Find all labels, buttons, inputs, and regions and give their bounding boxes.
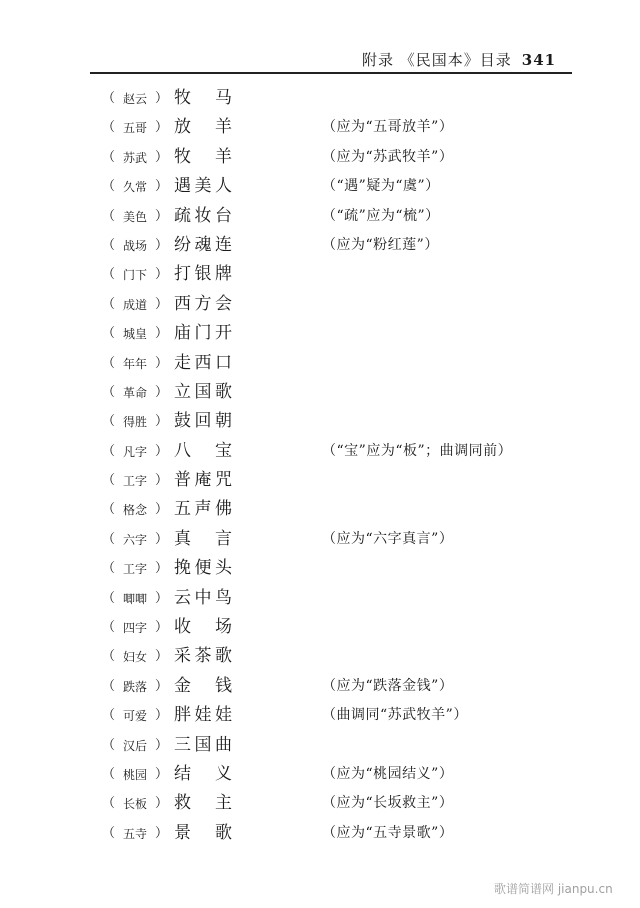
close-paren: ） bbox=[154, 91, 168, 106]
close-paren: ） bbox=[154, 531, 168, 547]
close-paren: ） bbox=[154, 473, 168, 489]
entry-label: 门下 bbox=[122, 268, 147, 283]
entry-label: 革命 bbox=[122, 385, 147, 400]
entry-title: 牧 羊 bbox=[174, 146, 232, 167]
list-item bbox=[0, 789, 640, 818]
open-paren: （ bbox=[102, 208, 116, 224]
entry-label: 跌落 bbox=[122, 679, 147, 694]
entry-label: 成道 bbox=[122, 297, 147, 312]
open-paren: （ bbox=[102, 443, 116, 459]
open-paren: （ bbox=[102, 766, 116, 782]
list-item bbox=[0, 437, 640, 466]
entry-title: 收 场 bbox=[174, 617, 232, 638]
entry-title: 庙门开 bbox=[174, 323, 232, 344]
entry-note: （“遇”疑为“虞”） bbox=[322, 178, 440, 195]
entry-label: 凡字 bbox=[122, 444, 147, 459]
list-item bbox=[0, 495, 640, 524]
list-item bbox=[0, 202, 640, 231]
header-title: 附录 《民国本》目录 bbox=[362, 51, 512, 69]
close-paren: ） bbox=[154, 620, 168, 636]
entry-label: 赵云 bbox=[122, 92, 147, 106]
entry-title: 西方会 bbox=[174, 293, 232, 314]
entry-title: 五声佛 bbox=[174, 499, 232, 520]
entry-category bbox=[102, 117, 168, 139]
entry-category bbox=[102, 294, 168, 316]
entry-category bbox=[102, 470, 168, 492]
entry-note: （应为“长坂救主”） bbox=[322, 795, 454, 812]
entry-title: 结 义 bbox=[174, 763, 232, 784]
open-paren: （ bbox=[102, 120, 116, 136]
list-item bbox=[0, 349, 640, 378]
open-paren: （ bbox=[102, 149, 116, 165]
entry-label: 五哥 bbox=[122, 121, 147, 136]
open-paren: （ bbox=[102, 649, 116, 665]
page-header bbox=[0, 46, 640, 74]
open-paren: （ bbox=[102, 825, 116, 841]
entry-category bbox=[102, 206, 168, 228]
entry-label: 得胜 bbox=[122, 415, 147, 430]
list-item bbox=[0, 290, 640, 319]
contents-list bbox=[0, 84, 640, 848]
close-paren: ） bbox=[154, 208, 168, 224]
entry-label: 五寺 bbox=[122, 826, 147, 841]
entry-category bbox=[102, 764, 168, 786]
close-paren: ） bbox=[154, 590, 168, 606]
list-item bbox=[0, 554, 640, 583]
list-item bbox=[0, 731, 640, 760]
entry-label: 苏武 bbox=[122, 150, 147, 165]
entry-note: （应为“跌落金钱”） bbox=[322, 677, 454, 694]
entry-label: 汉后 bbox=[122, 738, 147, 753]
entry-label: 久常 bbox=[122, 180, 147, 195]
entry-category bbox=[102, 588, 168, 610]
entry-label: 格念 bbox=[122, 503, 147, 518]
open-paren: （ bbox=[102, 237, 116, 253]
list-item bbox=[0, 84, 640, 113]
list-item bbox=[0, 378, 640, 407]
entry-label: 妇女 bbox=[122, 650, 147, 665]
open-paren: （ bbox=[102, 384, 116, 400]
open-paren: （ bbox=[102, 708, 116, 724]
close-paren: ） bbox=[154, 414, 168, 430]
entry-title: 真 言 bbox=[174, 528, 232, 549]
close-paren: ） bbox=[154, 120, 168, 136]
close-paren: ） bbox=[154, 237, 168, 253]
entry-label: 城皇 bbox=[122, 327, 147, 342]
close-paren: ） bbox=[154, 649, 168, 665]
close-paren: ） bbox=[154, 708, 168, 724]
entry-note: （应为“苏武牧羊”） bbox=[322, 148, 454, 165]
entry-note: （“宝”应为“板”；曲调同前） bbox=[322, 442, 513, 459]
entry-note: （应为“五寺景歌”） bbox=[322, 824, 454, 841]
close-paren: ） bbox=[154, 355, 168, 371]
open-paren: （ bbox=[102, 590, 116, 606]
open-paren: （ bbox=[102, 678, 116, 694]
entry-category bbox=[102, 529, 168, 551]
open-paren: （ bbox=[102, 531, 116, 547]
open-paren: （ bbox=[102, 267, 116, 283]
page-number: 341 bbox=[521, 51, 557, 69]
close-paren: ） bbox=[154, 796, 168, 812]
entry-label: 桃园 bbox=[122, 767, 147, 782]
entry-label: 年年 bbox=[122, 356, 147, 371]
open-paren: （ bbox=[102, 561, 116, 577]
entry-note: （应为“五哥放羊”） bbox=[322, 119, 454, 136]
entry-label: 美色 bbox=[122, 209, 147, 224]
entry-label: 可爱 bbox=[122, 709, 147, 724]
entry-category bbox=[102, 499, 168, 521]
list-item bbox=[0, 407, 640, 436]
entry-category bbox=[102, 176, 168, 198]
list-item bbox=[0, 819, 640, 848]
list-item bbox=[0, 760, 640, 789]
close-paren: ） bbox=[154, 443, 168, 459]
running-head bbox=[362, 46, 556, 74]
entry-category bbox=[102, 705, 168, 727]
list-item bbox=[0, 231, 640, 260]
list-item bbox=[0, 701, 640, 730]
entry-category bbox=[102, 235, 168, 257]
close-paren: ） bbox=[154, 766, 168, 782]
entry-note: （“疏”应为“梳”） bbox=[322, 207, 440, 224]
list-item bbox=[0, 672, 640, 701]
close-paren: ） bbox=[154, 296, 168, 312]
entry-category bbox=[102, 147, 168, 169]
list-item bbox=[0, 172, 640, 201]
list-item bbox=[0, 584, 640, 613]
entry-title: 遇美人 bbox=[174, 176, 232, 197]
entry-note: （应为“桃园结义”） bbox=[322, 765, 454, 782]
entry-title: 胖娃娃 bbox=[174, 705, 232, 726]
entry-category bbox=[102, 676, 168, 698]
entry-note: （应为“粉红莲”） bbox=[322, 236, 439, 253]
open-paren: （ bbox=[102, 296, 116, 312]
list-item bbox=[0, 319, 640, 348]
entry-label: 工字 bbox=[122, 562, 147, 577]
entry-title: 疏妆台 bbox=[174, 205, 232, 226]
list-item bbox=[0, 525, 640, 554]
entry-label: 唧唧 bbox=[122, 591, 147, 606]
close-paren: ） bbox=[154, 502, 168, 518]
entry-label: 长板 bbox=[122, 797, 147, 812]
open-paren: （ bbox=[102, 179, 116, 195]
watermark: 歌谱简谱网 jianpu.cn bbox=[494, 882, 613, 896]
entry-category bbox=[102, 353, 168, 375]
entry-title: 采茶歌 bbox=[174, 646, 232, 667]
entry-title: 鼓回朝 bbox=[174, 411, 232, 432]
close-paren: ） bbox=[154, 149, 168, 165]
header-rule bbox=[90, 72, 572, 74]
entry-category bbox=[102, 793, 168, 815]
entry-title: 景 歌 bbox=[174, 822, 232, 843]
entry-category bbox=[102, 382, 168, 404]
list-item bbox=[0, 260, 640, 289]
close-paren: ） bbox=[154, 737, 168, 753]
open-paren: （ bbox=[102, 796, 116, 812]
entry-category bbox=[102, 264, 168, 286]
close-paren: ） bbox=[154, 384, 168, 400]
entry-title: 云中鸟 bbox=[174, 587, 232, 608]
close-paren: ） bbox=[154, 825, 168, 841]
open-paren: （ bbox=[102, 737, 116, 753]
entry-title: 立国歌 bbox=[174, 381, 232, 402]
entry-title: 放 羊 bbox=[174, 117, 232, 138]
list-item bbox=[0, 113, 640, 142]
entry-note: （应为“六字真言”） bbox=[322, 530, 454, 547]
close-paren: ） bbox=[154, 267, 168, 283]
entry-title: 金 钱 bbox=[174, 675, 232, 696]
entry-category bbox=[102, 441, 168, 463]
close-paren: ） bbox=[154, 326, 168, 342]
entry-category bbox=[102, 411, 168, 433]
close-paren: ） bbox=[154, 678, 168, 694]
list-item bbox=[0, 613, 640, 642]
entry-category bbox=[102, 323, 168, 345]
list-item bbox=[0, 642, 640, 671]
entry-category bbox=[102, 823, 168, 845]
open-paren: （ bbox=[102, 91, 116, 106]
entry-title: 普庵咒 bbox=[174, 470, 232, 491]
open-paren: （ bbox=[102, 355, 116, 371]
entry-category bbox=[102, 88, 168, 110]
entry-title: 牧 马 bbox=[174, 88, 232, 108]
entry-title: 三国曲 bbox=[174, 734, 232, 755]
entry-category bbox=[102, 646, 168, 668]
entry-category bbox=[102, 735, 168, 757]
entry-label: 工字 bbox=[122, 474, 147, 489]
open-paren: （ bbox=[102, 620, 116, 636]
open-paren: （ bbox=[102, 473, 116, 489]
entry-title: 挽便头 bbox=[174, 558, 232, 579]
entry-label: 四字 bbox=[122, 621, 147, 636]
entry-category bbox=[102, 558, 168, 580]
open-paren: （ bbox=[102, 414, 116, 430]
entry-label: 六字 bbox=[122, 532, 147, 547]
entry-title: 打银牌 bbox=[174, 264, 232, 285]
entry-title: 纷魂连 bbox=[174, 234, 232, 255]
open-paren: （ bbox=[102, 502, 116, 518]
entry-note: （曲调同“苏武牧羊”） bbox=[322, 707, 468, 724]
list-item bbox=[0, 466, 640, 495]
entry-title: 走西口 bbox=[174, 352, 232, 373]
entry-label: 战场 bbox=[122, 238, 147, 253]
open-paren: （ bbox=[102, 326, 116, 342]
entry-title: 八 宝 bbox=[174, 440, 232, 461]
entry-title: 救 主 bbox=[174, 793, 232, 814]
close-paren: ） bbox=[154, 179, 168, 195]
entry-category bbox=[102, 617, 168, 639]
list-item bbox=[0, 143, 640, 172]
close-paren: ） bbox=[154, 561, 168, 577]
